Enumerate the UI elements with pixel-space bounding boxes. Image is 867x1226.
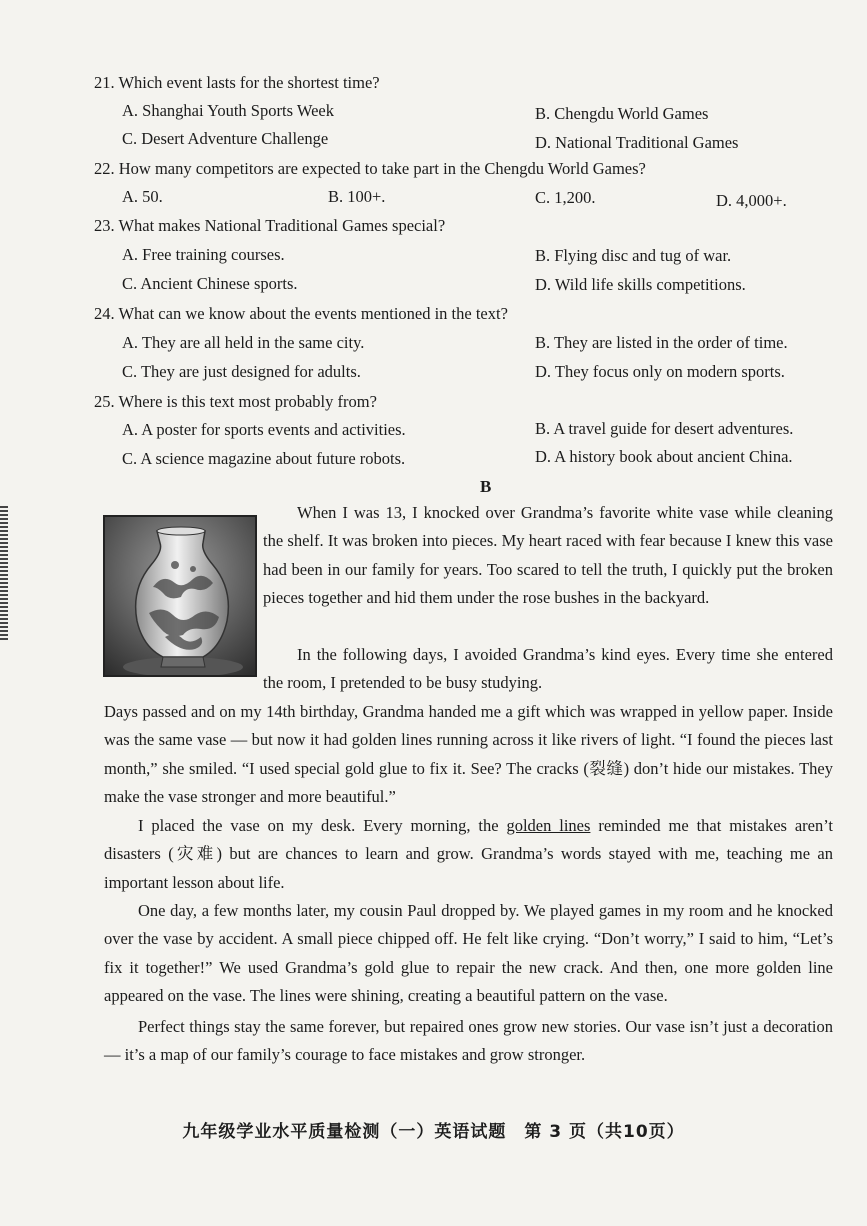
passage-p2b-text: Days passed and on my 14th birthday, Grandma handed me a gift which was wrapped in yellow paper. Inside was the same vase — but now it had golden lines running across it like rivers of light. “I found the pieces last month,” she smiled. “I used special gold glue to fix it. See? The cracks (裂缝) don’t hide our mistakes. They make the vase stronger and more beautiful.” <box>104 702 833 806</box>
question-21-stem: 21. Which event lasts for the shortest time? <box>94 73 380 92</box>
question-22-stem: 22. How many competitors are expected to take part in the Chengdu World Games? <box>94 159 646 178</box>
passage-p4-text: One day, a few months later, my cousin Paul dropped by. We played games in my room and he knocked over the vase by accident. A small piece chipped off. He felt like crying. “Don’t worry,” I said to him, “Let’s fix it together!” We used Grandma’s gold glue to repair the new crack. And then, one more golden line appeared on the vase. The lines were shining, creating a beautiful pattern on the vase. <box>104 901 833 1005</box>
q22-option-d: D. 4,000+. <box>716 191 787 210</box>
question-25-stem: 25. Where is this text most probably from? <box>94 392 377 411</box>
passage-p2a-text: In the following days, I avoided Grandma’s kind eyes. Every time she entered the room, I pretended to be busy studying. <box>263 645 833 693</box>
q22-option-c: C. 1,200. <box>535 188 596 207</box>
q24-option-c: C. They are just designed for adults. <box>122 362 361 381</box>
q21-option-b: B. Chengdu World Games <box>535 104 709 123</box>
passage-p1-text: When I was 13, I knocked over Grandma’s favorite white vase while cleaning the shelf. It was broken into pieces. My heart raced with fear because I knew this vase had been in our family for years. Too scared to tell the truth, I quickly put the broken pieces together and hid them under the rose bushes in the backyard. <box>263 503 833 607</box>
passage-p5-text: Perfect things stay the same forever, but repaired ones grow new stories. Our vase isn’t just a decoration — it’s a map of our family’s courage to face mistakes and grow stronger. <box>104 1017 833 1065</box>
q24-option-a: A. They are all held in the same city. <box>122 333 365 352</box>
passage-paragraph-1 <box>263 499 833 612</box>
q25-option-d: D. A history book about ancient China. <box>535 447 793 466</box>
q21-option-a: A. Shanghai Youth Sports Week <box>122 101 334 120</box>
q23-option-c: C. Ancient Chinese sports. <box>122 274 298 293</box>
q25-option-a: A. A poster for sports events and activities. <box>122 420 406 439</box>
passage-p3-before: I placed the vase on my desk. Every morning, the <box>138 816 507 835</box>
passage-p3-after: reminded me that mistakes aren’t disasters (灾难) but are chances to learn and grow. Grandma’s words stayed with me, teaching me an important lesson about life. <box>104 816 834 892</box>
passage-paragraph-5 <box>104 1013 833 1070</box>
q25-option-b: B. A travel guide for desert adventures. <box>535 419 794 438</box>
q21-option-d: D. National Traditional Games <box>535 133 739 152</box>
page-footer: 九年级学业水平质量检测（一）英语试题 第 3 页（共10页） <box>182 1122 685 1142</box>
passage-paragraph-3 <box>104 812 833 897</box>
q24-option-d: D. They focus only on modern sports. <box>535 362 785 381</box>
vase-illustration <box>103 515 257 677</box>
q23-option-a: A. Free training courses. <box>122 245 285 264</box>
q21-option-c: C. Desert Adventure Challenge <box>122 129 329 148</box>
q22-option-b: B. 100+. <box>328 187 386 206</box>
q25-option-c: C. A science magazine about future robots. <box>122 449 406 468</box>
passage-paragraph-2a <box>263 641 833 698</box>
section-heading: B <box>480 477 492 496</box>
question-23-stem: 23. What makes National Traditional Games special? <box>94 216 446 235</box>
underlined-phrase: golden lines <box>506 816 591 835</box>
binding-marks <box>0 506 8 641</box>
vase-drawing <box>105 517 255 675</box>
passage-paragraph-4 <box>104 897 833 1010</box>
question-24-stem: 24. What can we know about the events mentioned in the text? <box>94 304 508 323</box>
q22-option-a: A. 50. <box>122 187 163 206</box>
q23-option-d: D. Wild life skills competitions. <box>535 275 746 294</box>
q23-option-b: B. Flying disc and tug of war. <box>535 246 732 265</box>
passage-paragraph-2b <box>104 698 833 811</box>
q24-option-b: B. They are listed in the order of time. <box>535 333 788 352</box>
